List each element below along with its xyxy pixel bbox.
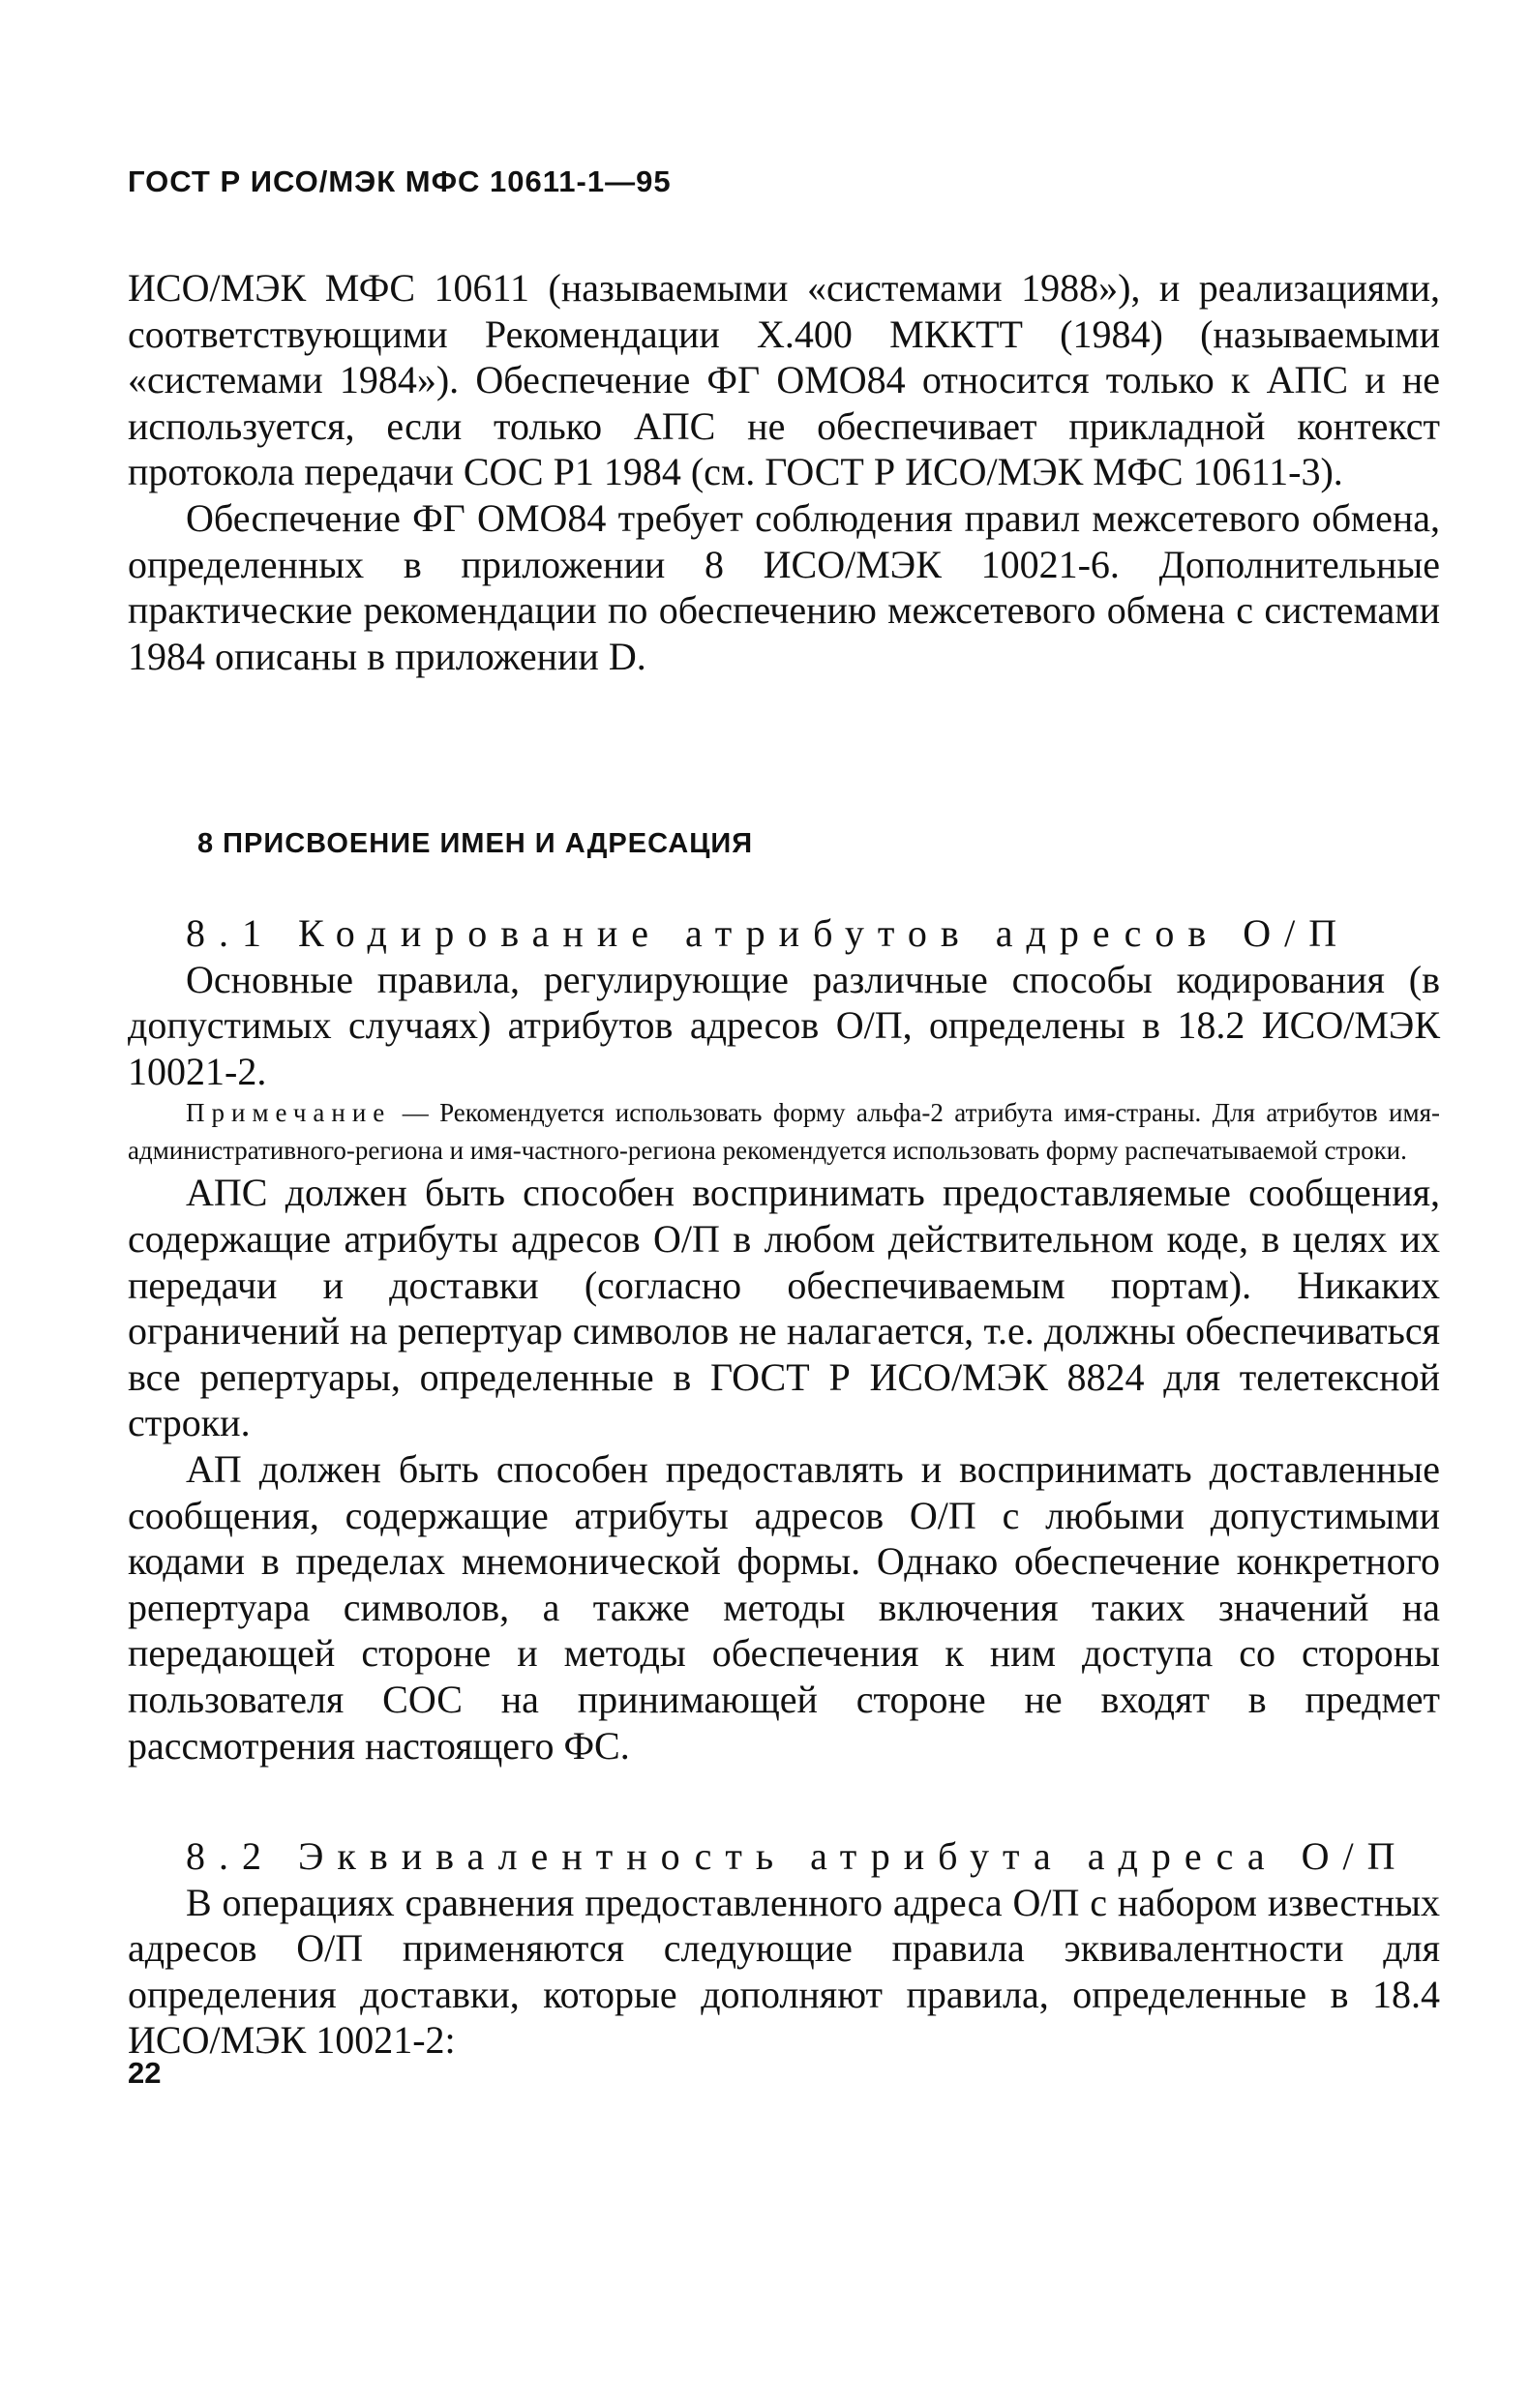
subsection-8-2-title: 8.2 Эквивалентность атрибута адреса О/П	[186, 1834, 1409, 1878]
subsection-8-1-paragraph-3: АП должен быть способен предоставлять и воспринимать доставленные сообщения, содержащие атрибуты адресов О/П с любыми допустимыми кодами в пределах мнемонической формы. Однако обеспечение конкретного репертуара символов, а также методы включения таких значений на передающей стороне и методы обеспечения к ним доступа со стороны пользователя СОС на принимающей стороне не входят в предмет рассмотрения настоящего ФС.	[128, 1446, 1440, 1768]
subsection-8-1-title: 8.1 Кодирование атрибутов адресов О/П	[186, 911, 1351, 955]
page-number: 22	[128, 2056, 162, 2090]
paragraph-intro-1: ИСО/МЭК МФС 10611 (называемыми «системами 1988»), и реализациями, соответствующими Рекомендации X.400 МККТТ (1984) (называемыми «системами 1984»). Обеспечение ФГ ОМО84 относится только к АПС и не используется, если только АПС не обеспечивает прикладной контекст протокола передачи СОС Р1 1984 (см. ГОСТ Р ИСО/МЭК МФС 10611-3).	[128, 266, 1440, 494]
subsection-8-1	[128, 910, 1440, 1769]
subsection-8-1-paragraph-2: АПС должен быть способен воспринимать предоставляемые сообщения, содержащие атрибуты адресов О/П в любом действительном коде, в целях их передачи и доставки (согласно обеспечиваемым портам). Никаких ограничений на репертуар символов не налагается, т.е. должны обеспечиваться все репертуары, определенные в ГОСТ Р ИСО/МЭК 8824 для телетексной строки.	[128, 1171, 1440, 1445]
paragraph-intro-2: Обеспечение ФГ ОМО84 требует соблюдения правил межсетевого обмена, определенных в приложении 8 ИСО/МЭК 10021-6. Дополнительные практические рекомендации по обеспечению межсетевого обмена с системами 1984 описаны в приложении D.	[128, 495, 1440, 678]
note-label: Примечание	[186, 1098, 392, 1128]
document-header: ГОСТ Р ИСО/МЭК МФС 10611-1—95	[128, 164, 672, 198]
subsection-8-2-paragraph-1: В операциях сравнения предоставленного адреса О/П с набором известных адресов О/П применяются следующие правила эквивалентности для определения доставки, которые дополняют правила, определенные в 18.4 ИСО/МЭК 10021-2:	[128, 1880, 1440, 2063]
intro-block	[128, 265, 1440, 679]
note-text: — Рекомендуется использовать форму альфа-2 атрибута имя-страны. Для атрибутов имя-административного-региона и имя-частного-региона рекомендуется использовать форму распечатываемой строки.	[128, 1098, 1440, 1166]
subsection-8-2	[128, 1833, 1440, 2064]
note	[128, 1094, 1440, 1170]
subsection-8-1-paragraph-1: Основные правила, регулирующие различные способы кодирования (в допустимых случаях) атрибутов адресов О/П, определены в 18.2 ИСО/МЭК 10021-2.	[128, 957, 1440, 1093]
section-8-heading: 8 ПРИСВОЕНИЕ ИМЕН И АДРЕСАЦИЯ	[197, 828, 754, 859]
